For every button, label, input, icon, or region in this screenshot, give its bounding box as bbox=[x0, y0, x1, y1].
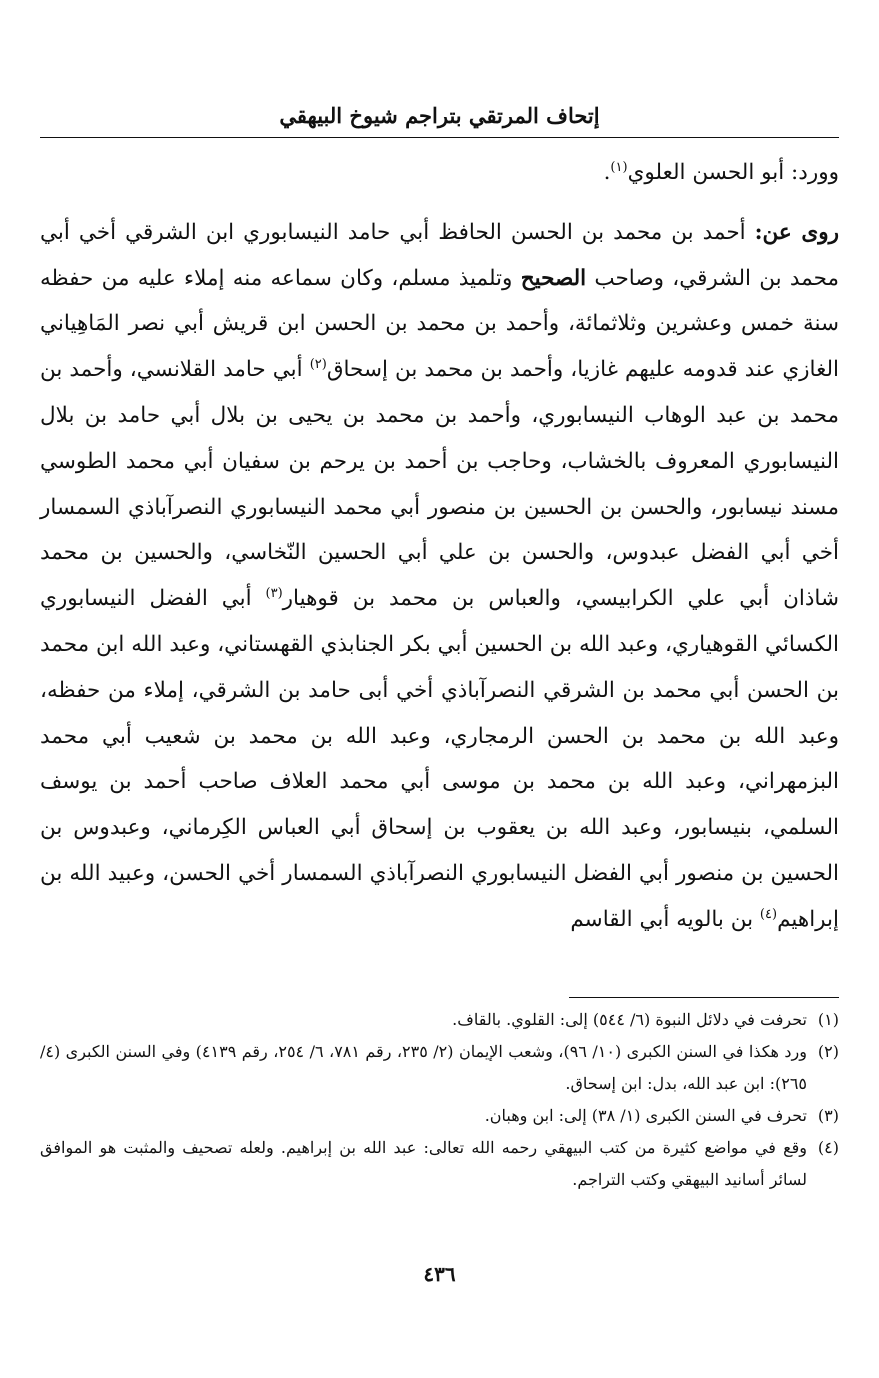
footnote-ref-4: (٤) bbox=[759, 906, 778, 922]
footnote-rule bbox=[569, 997, 839, 998]
wurud-text: وورد: أبو الحسن العلوي bbox=[627, 160, 839, 185]
footnote-ref-3: (٣) bbox=[265, 586, 283, 602]
wurud-line bbox=[40, 150, 839, 196]
header-rule bbox=[40, 137, 839, 138]
footnote-1 bbox=[40, 1004, 839, 1036]
paragraph-segment-d: أبي الفضل النيسابوري الكسائي القوهياري، وعبد الله بن الحسين أبي بكر الجنابذي القهستاني، وعبد الله ابن محمد بن الحسن أبي محمد بن الشرقي النصرآباذي أخي أبى حامد بن الشرقي، إملاء من حفظه، وعبد الله بن محمد بن الحسن الرمجاري، وعبد الله بن محمد بن شعيب أبي محمد البزمهراني، وعبد الله بن محمد بن موسى أبي محمد العلاف صاحب أحمد بن يوسف السلمي، بنيسابور، وعبد الله بن يعقوب بن إسحاق أبي العباس الكِرماني، وعبدوس بن الحسين بن منصور أبي الفضل النيسابوري النصرآباذي السمسار أخي الحسن، وعبيد الله بن إبراهيم bbox=[40, 586, 839, 932]
footnote-3 bbox=[40, 1100, 839, 1132]
footnote-text: ورد هكذا في السنن الكبرى (١٠/ ٩٦)، وشعب الإيمان (٢/ ٢٣٥، رقم ٧٨١، ٦/ ٢٥٤، رقم ٤١٣٩) وفي السنن الكبرى (٤/ ٢٦٥): ابن عبد الله، بدل: ابن إسحاق. bbox=[40, 1042, 808, 1093]
footnote-ref-1: (١) bbox=[610, 159, 628, 175]
paragraph-segment-b: وتلميذ مسلم، وكان سماعه منه إملاء عليه من حفظه سنة خمس وعشرين وثلاثمائة، وأحمد بن محمد بن الحسن ابن قريش أبي نصر المَاهِياني الغازي عند قدومه عليهم غازيا، وأحمد بن محمد بن إسحاق bbox=[40, 265, 839, 383]
footnote-number: (٢) bbox=[817, 1042, 839, 1061]
paragraph-segment-a: أحمد بن محمد بن الحسن الحافظ أبي حامد النيسابوري ابن الشرقي أخي أبي محمد بن الشرقي، وصاحب bbox=[40, 219, 839, 291]
footnote-2 bbox=[40, 1036, 839, 1100]
rawa-label: روى عن: bbox=[754, 219, 839, 245]
footnote-text: وقع في مواضع كثيرة من كتب البيهقي رحمه الله تعالى: عبد الله بن إبراهيم. ولعله تصحيف والمثبت هو الموافق لسائر أسانيد البيهقي وكتب التراجم. bbox=[40, 1138, 808, 1189]
footnote-number: (١) bbox=[817, 1010, 839, 1029]
paragraph-segment-c: أبي حامد القلانسي، وأحمد بن محمد بن عبد الوهاب النيسابوري، وأحمد بن محمد بن يحيى بن بلال أبي حامد بن بلال النيسابوري المعروف بالخشاب، وحاجب بن أحمد بن يرحم بن سفيان أبي محمد الطوسي مسند نيسابور، والحسن بن الحسين بن منصور أبي محمد النيسابوري النصرآباذي السمسار أخي أبي الفضل عبدوس، والحسن بن علي أبي الحسين النّخاسي، والحسين بن محمد شاذان أبي علي الكرابيسي، والعباس بن محمد بن قوهيار bbox=[40, 357, 839, 612]
running-title: إتحاف المرتقي بتراجم شيوخ البيهقي bbox=[279, 103, 600, 128]
rawa-paragraph bbox=[40, 210, 839, 943]
footnote-text: تحرف في السنن الكبرى (١/ ٣٨) إلى: ابن وهبان. bbox=[484, 1106, 807, 1125]
footnote-4 bbox=[40, 1132, 839, 1196]
page-number: ٤٣٦ bbox=[423, 1262, 456, 1286]
sahih-word: الصحيح bbox=[520, 265, 587, 291]
footnote-number: (٤) bbox=[817, 1138, 839, 1157]
footnote-number: (٣) bbox=[817, 1106, 839, 1125]
main-text bbox=[40, 150, 839, 943]
footnote-ref-2: (٢) bbox=[309, 357, 327, 373]
wurud-end: . bbox=[603, 160, 611, 185]
paragraph-segment-e: بن بالويه أبي القاسم bbox=[570, 906, 760, 932]
footnotes bbox=[40, 1004, 839, 1196]
footnote-text: تحرفت في دلائل النبوة (٦/ ٥٤٤) إلى: القلوي. بالقاف. bbox=[452, 1010, 807, 1029]
